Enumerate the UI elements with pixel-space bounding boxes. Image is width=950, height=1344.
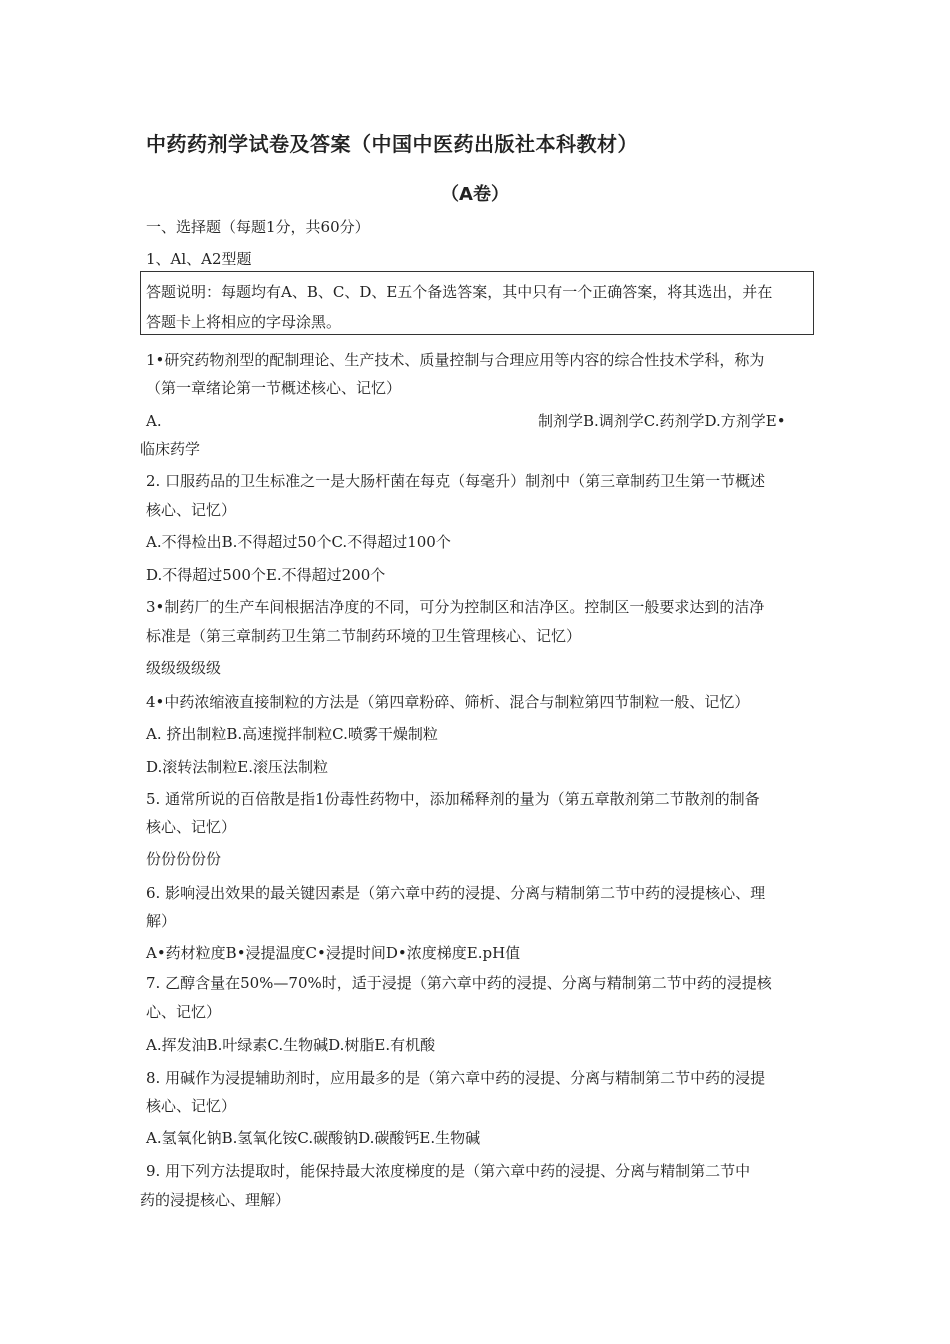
question-type-heading: 1、Al、A2型题 bbox=[146, 250, 252, 268]
question-2-options: A.不得检出B.不得超过50个C.不得超过100个 bbox=[146, 533, 451, 551]
instruction-box bbox=[140, 271, 814, 335]
question-1-stem: 1•研究药物剂型的配制理论、生产技术、质量控制与合理应用等内容的综合性技术学科，称为 bbox=[146, 351, 765, 369]
question-4-options: A. 挤出制粒B.高速搅拌制粒C.喷雾干燥制粒 bbox=[146, 725, 438, 743]
question-1-options-cont: 临床药学 bbox=[140, 440, 201, 458]
question-2-stem-cont: 核心、记忆） bbox=[146, 501, 237, 519]
question-5-stem-cont: 核心、记忆） bbox=[146, 818, 237, 836]
question-7-options: A.挥发油B.叶绿素C.生物碱D.树脂E.有机酸 bbox=[146, 1036, 436, 1054]
question-3-options: 级级级级级 bbox=[146, 659, 222, 677]
question-7-stem: 7. 乙醇含量在50%—70%时，适于浸提（第六章中药的浸提、分离与精制第二节中药的浸提核 bbox=[146, 974, 772, 992]
question-8-options: A.氢氧化钠B.氢氧化铵C.碳酸钠D.碳酸钙E.生物碱 bbox=[146, 1129, 481, 1147]
question-1-options: 制剂学B.调剂学C.药剂学D.方剂学E• bbox=[538, 412, 786, 430]
question-6-stem-cont: 解） bbox=[146, 912, 177, 930]
question-1-option-a: A. bbox=[146, 412, 162, 430]
section-heading: 一、选择题（每题1分，共60分） bbox=[146, 218, 370, 236]
question-8-stem-cont: 核心、记忆） bbox=[146, 1097, 237, 1115]
question-6-options: A•药材粒度B•浸提温度C•浸提时间D•浓度梯度E.pH值 bbox=[146, 944, 521, 962]
question-9-stem-cont: 药的浸提核心、理解） bbox=[140, 1191, 291, 1209]
document-title: 中药药剂学试卷及答案（中国中医药出版社本科教材） bbox=[146, 132, 638, 156]
instruction-line-1: 答题说明：每题均有A、B、C、D、E五个备选答案，其中只有一个正确答案，将其选出，并在 bbox=[146, 283, 773, 301]
question-4-options-cont: D.滚转法制粒E.滚压法制粒 bbox=[146, 758, 328, 776]
question-4-stem: 4•中药浓缩液直接制粒的方法是（第四章粉碎、筛析、混合与制粒第四节制粒一般、记忆） bbox=[146, 693, 750, 711]
question-7-stem-cont: 心、记忆） bbox=[146, 1003, 222, 1021]
question-3-stem-cont: 标准是（第三章制药卫生第二节制药环境的卫生管理核心、记忆） bbox=[146, 627, 582, 645]
question-5-stem: 5. 通常所说的百倍散是指1份毒性药物中，添加稀释剂的量为（第五章散剂第二节散剂的制备 bbox=[146, 790, 760, 808]
paper-subtitle: （A卷） bbox=[441, 184, 509, 205]
instruction-line-2: 答题卡上将相应的字母涂黑。 bbox=[146, 313, 342, 331]
question-6-stem: 6. 影响浸出效果的最关键因素是（第六章中药的浸提、分离与精制第二节中药的浸提核心、理 bbox=[146, 884, 766, 902]
question-1-stem-cont: （第一章绪论第一节概述核心、记忆） bbox=[146, 379, 402, 397]
question-8-stem: 8. 用碱作为浸提辅助剂时，应用最多的是（第六章中药的浸提、分离与精制第二节中药的浸提 bbox=[146, 1069, 766, 1087]
question-9-stem: 9. 用下列方法提取时，能保持最大浓度梯度的是（第六章中药的浸提、分离与精制第二节中 bbox=[146, 1162, 751, 1180]
question-2-options-cont: D.不得超过500个E.不得超过200个 bbox=[146, 566, 386, 584]
question-5-options: 份份份份份 bbox=[146, 850, 222, 868]
question-3-stem: 3•制药厂的生产车间根据洁净度的不同，可分为控制区和洁净区。控制区一般要求达到的洁净 bbox=[146, 598, 765, 616]
question-2-stem: 2. 口服药品的卫生标准之一是大肠杆菌在每克（每毫升）制剂中（第三章制药卫生第一节概述 bbox=[146, 472, 766, 490]
